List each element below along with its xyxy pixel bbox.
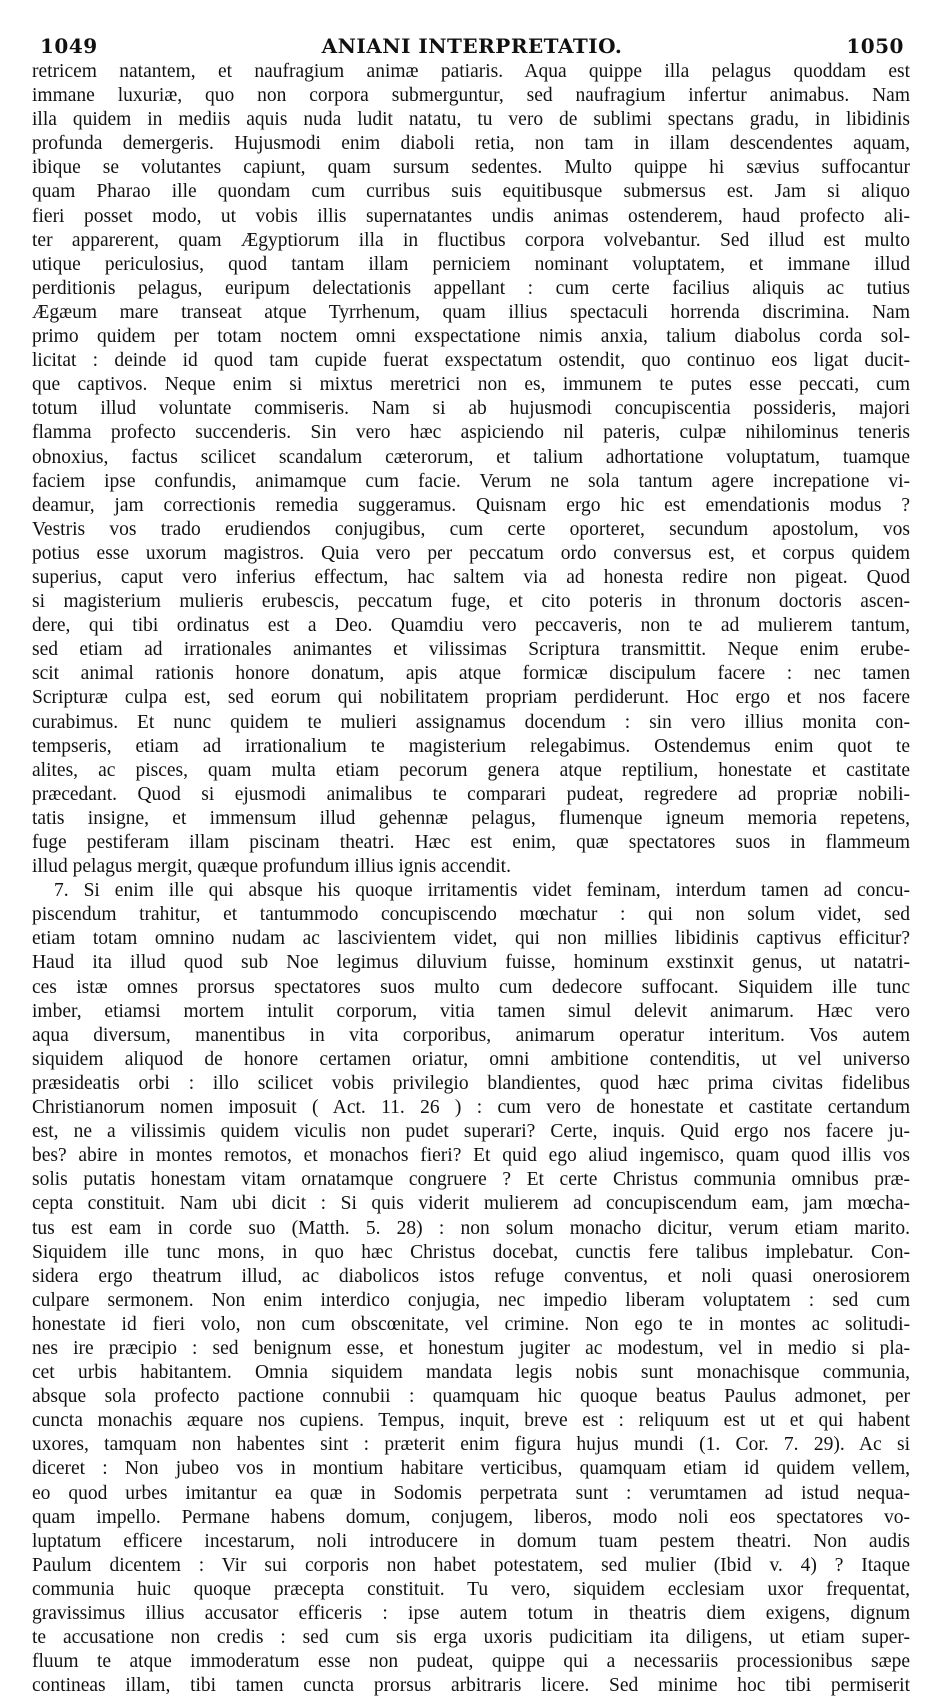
text-line: curabimus. Et nunc quidem te mulieri assignamus docendum : sin vero illius monita con- xyxy=(32,711,910,733)
text-line: Siquidem ille tunc mons, in quo hæc Christus docebat, cunctis fere talibus implebatur. Con- xyxy=(32,1241,910,1263)
text-body xyxy=(32,60,910,1697)
text-line: præcedant. Quod si ejusmodi animalibus te comparari pudeat, regredere ad propriæ nobili- xyxy=(32,783,910,805)
text-line: fieri posset modo, ut vobis illis supernatantes undis animas ostenderem, haud profecto ali- xyxy=(32,205,910,227)
text-line: profunda demergeris. Hujusmodi enim diaboli retia, non tam in illam descendentes aquam, xyxy=(32,133,910,155)
text-line: immane luxuriæ, quo non corpora submerguntur, sed naufragium infertur animabus. Nam xyxy=(32,85,910,107)
text-line: fluum te atque immoderatum esse non pudeat, quippe qui a necessariis processionibus sæpe xyxy=(32,1651,910,1673)
text-line: si magisterium mulieris erubescis, peccatum fuge, et cito poteris in thronum doctoris ascen- xyxy=(32,591,910,613)
text-line: nes ire præcipio : sed benignum esse, et honestum jugiter ac modestum, vel in medio si pla- xyxy=(32,1337,910,1359)
text-line: tatis insigne, et immensum illud gehennæ pelagus, flumenque igneum memoria repetens, xyxy=(32,807,910,829)
text-line: scit animal rationis honore donatum, apis atque formicæ discipulum facere : nec tamen xyxy=(32,663,910,685)
text-line: Scripturæ culpa est, sed eorum qui nobilitatem propriam perdiderunt. Hoc ergo et nos facere xyxy=(32,687,910,709)
text-line: alites, ac pisces, quam multa etiam pecorum genera atque reptilium, honestate et castitate xyxy=(32,759,910,781)
text-line: superius, caput vero inferius effectum, hac saltem via ad honesta redire non pigeat. Quod xyxy=(32,566,910,588)
text-line: diceret : Non jubeo vos in montium habitare verticibus, quamquam etiam id quidem vellem, xyxy=(32,1458,910,1480)
running-header xyxy=(40,34,904,60)
text-line: quam Pharao ille quondam cum curribus suis equitibusque submersus est. Jam si aliquo xyxy=(32,181,910,203)
text-line: absque sola profecto pactione connubii : quamquam hic quoque beatus Paulus admonet, per xyxy=(32,1386,910,1408)
text-line: licitat : deinde id quod tam cupide fuerat exspectatum ostendit, quo continuo eos ligat ducit- xyxy=(32,350,910,372)
text-line: tus est eam in corde suo (Matth. 5. 28) : non solum monacho dicitur, verum etiam marito. xyxy=(32,1217,910,1239)
page-number-right: 1050 xyxy=(846,34,904,58)
text-line: Ægæum mare transeat atque Tyrrhenum, quam illius spectaculi horrenda discrimina. Nam xyxy=(32,301,910,323)
text-line: utique periculosius, quod tantam illam perniciem nominant voluptatem, et immane illud xyxy=(32,253,910,275)
text-line: deamur, jam correctionis remedia suggeramus. Quisnam ergo hic est emendationis modus ? xyxy=(32,494,910,516)
text-line: Paulum dicentem : Vir sui corporis non habet potestatem, sed mulier (Ibid v. 4) ? Itaque xyxy=(32,1554,910,1576)
text-line: solis putatis honestam vitam ornatamque congruere ? Et certe Christus communia omnibus præ- xyxy=(32,1169,910,1191)
text-line: culpare sermonem. Non enim interdico conjugia, nec impedio liberam voluptatem : sed cum xyxy=(32,1289,910,1311)
text-line: Christianorum nomen imposuit ( Act. 11. 26 ) : cum vero de honestate et castitate certandum xyxy=(32,1097,910,1119)
text-line: sed etiam ad irrationales animantes et vilissimas Scriptura transmittit. Neque enim erube- xyxy=(32,639,910,661)
text-line: primo quidem per totam noctem omni exspectatione nimis anxia, talium diabolus corda sol- xyxy=(32,326,910,348)
page-title: ANIANI INTERPRETATIO. xyxy=(321,34,623,58)
text-line: contineas illam, tibi tamen cuncta prorsus arbitraris licere. Sed minime hoc tibi permiserit xyxy=(32,1675,910,1697)
text-line: est, ne a vilissimis quidem viculis non pudet superari? Certe, inquis. Quid ergo nos facere ju- xyxy=(32,1121,910,1143)
text-line: Vestris vos trado erudiendos conjugibus, cum certe oporteret, secundum apostolum, vos xyxy=(32,518,910,540)
text-line: tempseris, etiam ad irrationalium te magisterium relegabimus. Ostendemus enim quot te xyxy=(32,735,910,757)
text-line: siquidem aliquod de honore certamen oriatur, omni ambitione contenditis, ut vel universo xyxy=(32,1048,910,1070)
text-line: perditionis pelagus, euripum delectationis appellant : cum certe facilius aliquis ac tutius xyxy=(32,277,910,299)
text-line: luptatum efficere incestarum, noli introducere in domum tuam pestem theatri. Non audis xyxy=(32,1530,910,1552)
text-line: honestate id fieri volo, non cum obscœnitate, vel crimine. Non ego te in montes ac solitudi- xyxy=(32,1313,910,1335)
text-line: communia huic quoque præcepta constituit. Tu vero, siquidem ecclesiam uxor frequentat, xyxy=(32,1578,910,1600)
text-line: ibique se volutantes capiunt, quam sursum sedentes. Multo quippe hi sævius suffocantur xyxy=(32,157,910,179)
text-line: faciem ipse confundis, animamque cum facie. Verum ne sola tantum agere increpatione vi- xyxy=(32,470,910,492)
text-line: ter apparerent, quam Ægyptiorum illa in fluctibus corpora volvebantur. Sed illud est multo xyxy=(32,229,910,251)
text-line: obnoxius, factus scilicet scandalum cæterorum, et talium adhortatione voluptatum, tuamque xyxy=(32,446,910,468)
text-line: bes? abire in montes remotos, et monachos fieri? Et quid ego aliud ingemisco, quam quod illis vos xyxy=(32,1145,910,1167)
text-line: illud pelagus mergit, quæque profundum illius ignis accendit. xyxy=(32,856,511,878)
text-line: gravissimus illius accusator efficeris : ipse autem totum in theatris diem exigens, dignum xyxy=(32,1603,910,1624)
text-line: cuncta monachis æquare nos cupiens. Tempus, inquit, breve est : reliquum est ut et qui habent xyxy=(32,1410,910,1432)
text-line: quam impello. Permane habens domum, conjugem, liberos, modo noli eos spectatores vo- xyxy=(32,1506,910,1528)
text-line: totum illud voluntate commiseris. Nam si ab hujusmodi concupiscentia possideris, majori xyxy=(32,398,910,420)
text-line: piscendum trahitur, et tantummodo concupiscendo mœchatur : qui non solum videt, sed xyxy=(32,904,910,926)
text-line: flamma profecto succenderis. Sin vero hæc aspiciendo nil pateris, culpæ nihilominus teneris xyxy=(32,422,910,444)
text-line: præsideatis orbi : illo scilicet vobis privilegio blandientes, quod hæc prima civitas fidelibus xyxy=(32,1072,910,1094)
text-line: etiam totam omnino nudam ac lascivientem videt, qui non millies libidinis captivus efficitur? xyxy=(32,928,910,950)
text-line: ces istæ omnes prorsus spectatores suos multo cum dedecore suffocant. Siquidem ille tunc xyxy=(32,976,910,998)
text-line: fuge pestiferam illam piscinam theatri. Hæc est enim, quæ spectatores suos in flammeum xyxy=(32,832,910,853)
text-line: cepta constituit. Nam ubi dicit : Si quis viderit mulierem ad concupiscendum eam, jam mœcha- xyxy=(32,1193,910,1215)
text-line: eo quod urbes imitantur ea quæ in Sodomis perpetrata sunt : verumtamen ad istud nequa- xyxy=(32,1482,910,1504)
text-line: uxores, tamquam non habentes sint : præterit enim figura hujus mundi (1. Cor. 7. 29). Ac si xyxy=(32,1434,910,1456)
text-line: Haud ita illud quod sub Noe legimus diluvium fuisse, hominum exstinxit genus, ut natatri- xyxy=(32,952,910,974)
text-line: sidera ergo theatrum illud, ac diabolicos istos refuge conventus, et noli quasi onerosiorem xyxy=(32,1265,910,1287)
text-line: imber, etiamsi mortem intulit corporum, vitia tamen simul delevit animarum. Hæc vero xyxy=(32,1000,910,1022)
text-line: cet urbis habitantem. Omnia siquidem mandata legis nobis sunt monachisque communia, xyxy=(32,1362,910,1384)
text-line: potius esse uxorum magistros. Quia vero per peccatum ordo conversus est, et corpus quidem xyxy=(32,542,910,564)
text-line: que captivos. Neque enim si mixtus meretrici non es, immunem te putes esse peccati, cum xyxy=(32,374,910,396)
text-line: te accusatione non credis : sed cum sis erga uxoris pudicitiam ita diligens, ut etiam super- xyxy=(32,1627,910,1649)
page-number-left: 1049 xyxy=(40,34,98,58)
text-line: 7. Si enim ille qui absque his quoque irritamentis videt feminam, interdum tamen ad concu- xyxy=(54,880,910,902)
text-line: illa quidem in mediis aquis nuda ludit natatu, tu vero de sublimi spectans gradu, in libidinis xyxy=(32,109,910,131)
text-line: aqua diversum, manentibus in vita corporibus, animarum operatur interitum. Vos autem xyxy=(32,1024,910,1046)
text-line: dere, qui tibi ordinatus est a Deo. Quamdiu vero peccaveris, non te ad mulierem tantum, xyxy=(32,615,910,637)
text-line: retricem natantem, et naufragium animæ patiaris. Aqua quippe illa pelagus quoddam est xyxy=(32,61,910,82)
